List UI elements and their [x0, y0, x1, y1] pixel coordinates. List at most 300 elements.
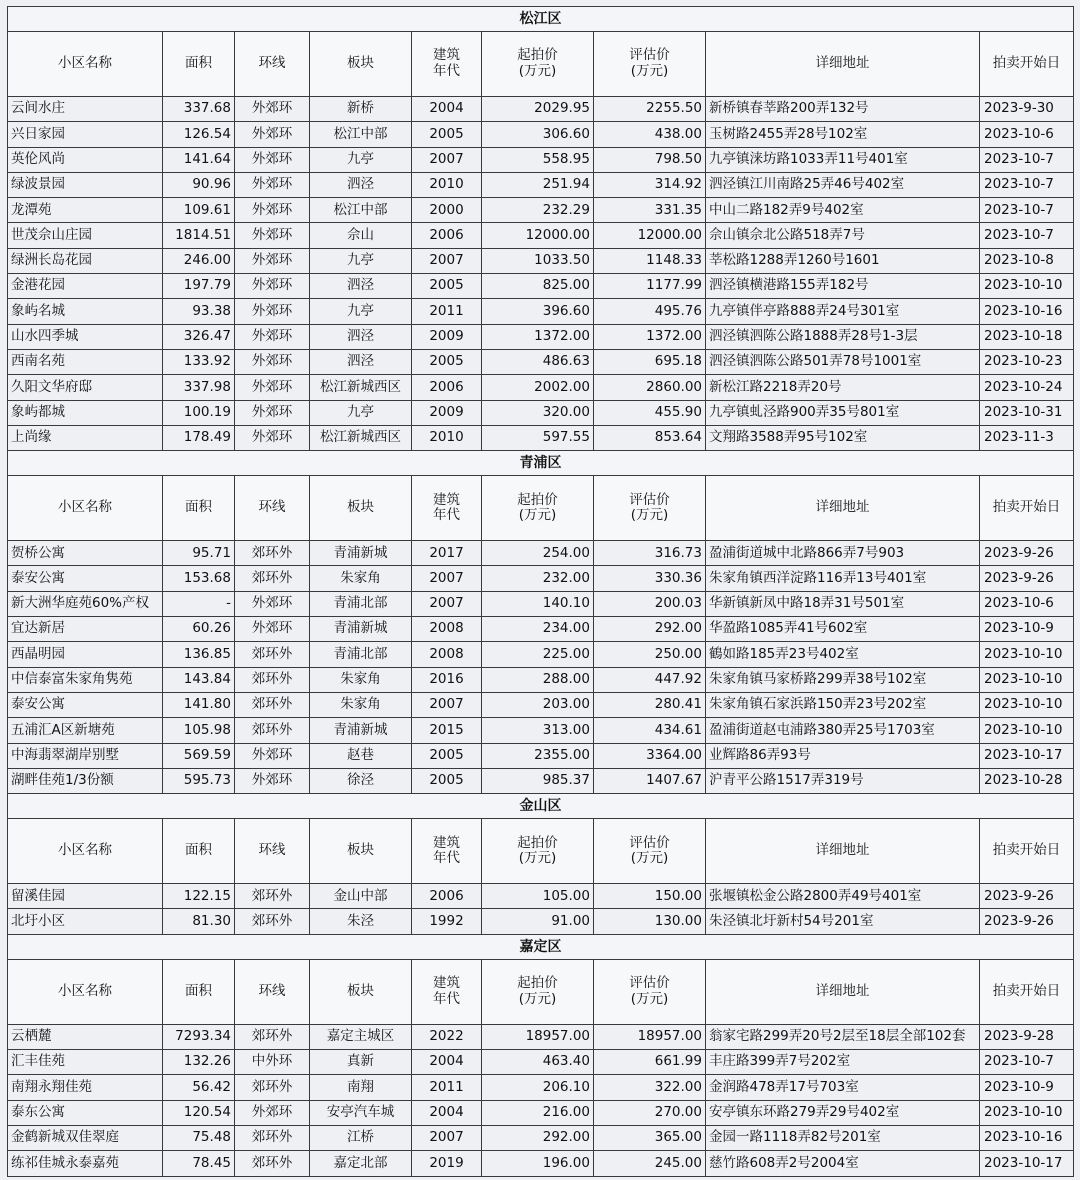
column-header-block: 板块 — [310, 32, 412, 97]
cell-start-price: 232.00 — [482, 566, 594, 591]
cell-name: 世茂佘山庄园 — [8, 223, 163, 248]
cell-area: 7293.34 — [163, 1024, 235, 1049]
column-header-ring: 环线 — [235, 32, 310, 97]
cell-name: 云栖麓 — [8, 1024, 163, 1049]
table-row — [8, 400, 1074, 425]
table-row — [8, 884, 1074, 909]
table-row — [8, 1050, 1074, 1075]
cell-auction-date: 2023-9-26 — [980, 566, 1074, 591]
cell-start-price: 486.63 — [482, 349, 594, 374]
cell-year: 2005 — [412, 349, 482, 374]
cell-area: 95.71 — [163, 541, 235, 566]
table-row — [8, 718, 1074, 743]
cell-address: 朱家角镇石家浜路150弄23号202室 — [706, 692, 980, 717]
cell-block: 九亭 — [310, 147, 412, 172]
cell-block: 南翔 — [310, 1075, 412, 1100]
cell-start-price: 558.95 — [482, 147, 594, 172]
cell-area: 1814.51 — [163, 223, 235, 248]
cell-name: 泰东公寓 — [8, 1100, 163, 1125]
cell-ring: 郊环外 — [235, 884, 310, 909]
cell-block: 九亭 — [310, 299, 412, 324]
cell-block: 嘉定主城区 — [310, 1024, 412, 1049]
cell-address: 文翔路3588弄95号102室 — [706, 425, 980, 450]
cell-auction-date: 2023-10-16 — [980, 299, 1074, 324]
column-header-start-price: 起拍价 (万元) — [482, 476, 594, 541]
column-header-auction-date: 拍卖开始日 — [980, 476, 1074, 541]
cell-start-price: 313.00 — [482, 718, 594, 743]
cell-address: 慈竹路608弄2号2004室 — [706, 1151, 980, 1176]
cell-area: 90.96 — [163, 172, 235, 197]
cell-start-price: 91.00 — [482, 909, 594, 934]
cell-block: 嘉定北部 — [310, 1151, 412, 1176]
cell-year: 2019 — [412, 1151, 482, 1176]
column-header-row — [8, 32, 1074, 97]
cell-name: 中海翡翠湖岸别墅 — [8, 743, 163, 768]
district-title: 青浦区 — [8, 451, 1074, 476]
cell-appraisal: 455.90 — [594, 400, 706, 425]
cell-area: 141.64 — [163, 147, 235, 172]
cell-block: 泗泾 — [310, 172, 412, 197]
cell-auction-date: 2023-10-10 — [980, 274, 1074, 299]
cell-auction-date: 2023-10-7 — [980, 223, 1074, 248]
cell-appraisal: 245.00 — [594, 1151, 706, 1176]
column-header-appraisal: 评估价 (万元) — [594, 476, 706, 541]
cell-year: 1992 — [412, 909, 482, 934]
cell-address: 朱泾镇北圩新村54号201室 — [706, 909, 980, 934]
cell-block: 泗泾 — [310, 324, 412, 349]
cell-start-price: 292.00 — [482, 1125, 594, 1150]
cell-ring: 郊环外 — [235, 1125, 310, 1150]
cell-name: 兴日家园 — [8, 122, 163, 147]
cell-start-price: 140.10 — [482, 591, 594, 616]
cell-block: 松江新城西区 — [310, 375, 412, 400]
cell-ring: 郊环外 — [235, 1024, 310, 1049]
cell-auction-date: 2023-10-24 — [980, 375, 1074, 400]
cell-year: 2008 — [412, 642, 482, 667]
cell-year: 2004 — [412, 1050, 482, 1075]
cell-address: 莘松路1288弄1260号1601 — [706, 248, 980, 273]
cell-year: 2007 — [412, 591, 482, 616]
cell-year: 2007 — [412, 1125, 482, 1150]
cell-block: 朱泾 — [310, 909, 412, 934]
cell-address: 丰庄路399弄7号202室 — [706, 1050, 980, 1075]
cell-appraisal: 1148.33 — [594, 248, 706, 273]
table-row — [8, 743, 1074, 768]
cell-year: 2007 — [412, 692, 482, 717]
cell-start-price: 320.00 — [482, 400, 594, 425]
cell-area: 105.98 — [163, 718, 235, 743]
column-header-auction-date: 拍卖开始日 — [980, 819, 1074, 884]
cell-area: 326.47 — [163, 324, 235, 349]
cell-name: 西晶明园 — [8, 642, 163, 667]
cell-year: 2007 — [412, 147, 482, 172]
cell-block: 安亭汽车城 — [310, 1100, 412, 1125]
cell-area: 56.42 — [163, 1075, 235, 1100]
column-header-start-price: 起拍价 (万元) — [482, 32, 594, 97]
cell-address: 九亭镇虬泾路900弄35号801室 — [706, 400, 980, 425]
cell-address: 翁家宅路299弄20号2层至18层全部102套 — [706, 1024, 980, 1049]
column-header-area: 面积 — [163, 476, 235, 541]
cell-ring: 外郊环 — [235, 743, 310, 768]
cell-area: 120.54 — [163, 1100, 235, 1125]
cell-start-price: 2002.00 — [482, 375, 594, 400]
table-row — [8, 425, 1074, 450]
cell-address: 鶴如路185弄23号402室 — [706, 642, 980, 667]
cell-area: 143.84 — [163, 667, 235, 692]
cell-year: 2006 — [412, 884, 482, 909]
cell-name: 泰安公寓 — [8, 566, 163, 591]
cell-appraisal: 200.03 — [594, 591, 706, 616]
cell-block: 九亭 — [310, 248, 412, 273]
cell-ring: 郊环外 — [235, 667, 310, 692]
cell-start-price: 251.94 — [482, 172, 594, 197]
cell-name: 绿洲长岛花园 — [8, 248, 163, 273]
cell-appraisal: 661.99 — [594, 1050, 706, 1075]
cell-year: 2006 — [412, 375, 482, 400]
cell-appraisal: 695.18 — [594, 349, 706, 374]
cell-area: 153.68 — [163, 566, 235, 591]
column-header-row — [8, 476, 1074, 541]
cell-area: 337.98 — [163, 375, 235, 400]
table-row — [8, 1151, 1074, 1176]
column-header-address: 详细地址 — [706, 476, 980, 541]
cell-ring: 郊环外 — [235, 692, 310, 717]
cell-name: 泰安公寓 — [8, 692, 163, 717]
cell-start-price: 206.10 — [482, 1075, 594, 1100]
column-header-year: 建筑 年代 — [412, 476, 482, 541]
cell-ring: 外郊环 — [235, 223, 310, 248]
table-row — [8, 566, 1074, 591]
cell-start-price: 825.00 — [482, 274, 594, 299]
column-header-ring: 环线 — [235, 819, 310, 884]
cell-auction-date: 2023-10-7 — [980, 198, 1074, 223]
table-row — [8, 768, 1074, 793]
cell-appraisal: 316.73 — [594, 541, 706, 566]
cell-address: 泗泾镇泗陈公路1888弄28号1-3层 — [706, 324, 980, 349]
cell-name: 象屿都城 — [8, 400, 163, 425]
cell-start-price: 288.00 — [482, 667, 594, 692]
cell-year: 2007 — [412, 248, 482, 273]
cell-area: 122.15 — [163, 884, 235, 909]
cell-address: 新松江路2218弄20号 — [706, 375, 980, 400]
cell-area: 93.38 — [163, 299, 235, 324]
cell-name: 上尚缘 — [8, 425, 163, 450]
cell-auction-date: 2023-10-23 — [980, 349, 1074, 374]
cell-appraisal: 1407.67 — [594, 768, 706, 793]
cell-area: 133.92 — [163, 349, 235, 374]
cell-year: 2007 — [412, 566, 482, 591]
cell-auction-date: 2023-9-26 — [980, 909, 1074, 934]
cell-area: 81.30 — [163, 909, 235, 934]
cell-year: 2006 — [412, 223, 482, 248]
column-header-appraisal: 评估价 (万元) — [594, 959, 706, 1024]
column-header-start-price: 起拍价 (万元) — [482, 959, 594, 1024]
cell-area: 569.59 — [163, 743, 235, 768]
column-header-auction-date: 拍卖开始日 — [980, 959, 1074, 1024]
cell-block: 朱家角 — [310, 692, 412, 717]
cell-appraisal: 495.76 — [594, 299, 706, 324]
cell-appraisal: 314.92 — [594, 172, 706, 197]
cell-address: 金润路478弄17号703室 — [706, 1075, 980, 1100]
cell-start-price: 225.00 — [482, 642, 594, 667]
cell-ring: 外郊环 — [235, 299, 310, 324]
district-title: 嘉定区 — [8, 934, 1074, 959]
table-row — [8, 274, 1074, 299]
cell-address: 华盈路1085弄41号602室 — [706, 617, 980, 642]
cell-auction-date: 2023-9-26 — [980, 541, 1074, 566]
cell-ring: 郊环外 — [235, 642, 310, 667]
cell-auction-date: 2023-11-3 — [980, 425, 1074, 450]
column-header-address: 详细地址 — [706, 32, 980, 97]
column-header-area: 面积 — [163, 819, 235, 884]
cell-start-price: 1033.50 — [482, 248, 594, 273]
cell-address: 盈浦街道城中北路866弄7号903 — [706, 541, 980, 566]
cell-auction-date: 2023-9-26 — [980, 884, 1074, 909]
table-row — [8, 667, 1074, 692]
column-header-name: 小区名称 — [8, 819, 163, 884]
cell-start-price: 985.37 — [482, 768, 594, 793]
cell-appraisal: 853.64 — [594, 425, 706, 450]
cell-name: 金港花园 — [8, 274, 163, 299]
column-header-start-price: 起拍价 (万元) — [482, 819, 594, 884]
cell-auction-date: 2023-10-6 — [980, 122, 1074, 147]
cell-address: 新桥镇春莘路200弄132号 — [706, 97, 980, 122]
cell-name: 湖畔佳苑1/3份额 — [8, 768, 163, 793]
cell-appraisal: 1177.99 — [594, 274, 706, 299]
cell-ring: 外郊环 — [235, 172, 310, 197]
cell-name: 象屿名城 — [8, 299, 163, 324]
cell-block: 真新 — [310, 1050, 412, 1075]
cell-start-price: 234.00 — [482, 617, 594, 642]
cell-area: 136.85 — [163, 642, 235, 667]
cell-auction-date: 2023-10-10 — [980, 692, 1074, 717]
table-row — [8, 591, 1074, 616]
column-header-address: 详细地址 — [706, 819, 980, 884]
cell-address: 中山二路182弄9号402室 — [706, 198, 980, 223]
cell-name: 金鹤新城双佳翠庭 — [8, 1125, 163, 1150]
cell-area: 75.48 — [163, 1125, 235, 1150]
cell-appraisal: 434.61 — [594, 718, 706, 743]
cell-ring: 外郊环 — [235, 147, 310, 172]
column-header-year: 建筑 年代 — [412, 32, 482, 97]
cell-start-price: 254.00 — [482, 541, 594, 566]
cell-name: 久阳文华府邸 — [8, 375, 163, 400]
cell-address: 朱家角镇马家桥路299弄38号102室 — [706, 667, 980, 692]
cell-block: 九亭 — [310, 400, 412, 425]
table-row — [8, 172, 1074, 197]
cell-address: 九亭镇涞坊路1033弄11号401室 — [706, 147, 980, 172]
column-header-name: 小区名称 — [8, 476, 163, 541]
cell-block: 徐泾 — [310, 768, 412, 793]
cell-ring: 中外环 — [235, 1050, 310, 1075]
cell-area: 126.54 — [163, 122, 235, 147]
cell-block: 泗泾 — [310, 349, 412, 374]
cell-start-price: 196.00 — [482, 1151, 594, 1176]
cell-start-price: 12000.00 — [482, 223, 594, 248]
table-row — [8, 248, 1074, 273]
cell-name: 宜达新居 — [8, 617, 163, 642]
cell-auction-date: 2023-10-17 — [980, 1151, 1074, 1176]
cell-address: 泗泾镇横港路155弄182号 — [706, 274, 980, 299]
cell-appraisal: 12000.00 — [594, 223, 706, 248]
column-header-ring: 环线 — [235, 959, 310, 1024]
cell-block: 松江中部 — [310, 198, 412, 223]
column-header-block: 板块 — [310, 476, 412, 541]
cell-ring: 外郊环 — [235, 324, 310, 349]
cell-name: 南翔永翔佳苑 — [8, 1075, 163, 1100]
cell-ring: 外郊环 — [235, 349, 310, 374]
cell-address: 九亭镇伴亭路888弄24号301室 — [706, 299, 980, 324]
cell-ring: 外郊环 — [235, 122, 310, 147]
cell-address: 朱家角镇西洋淀路116弄13号401室 — [706, 566, 980, 591]
cell-ring: 外郊环 — [235, 375, 310, 400]
cell-ring: 外郊环 — [235, 768, 310, 793]
cell-ring: 外郊环 — [235, 1100, 310, 1125]
table-row — [8, 617, 1074, 642]
cell-appraisal: 2860.00 — [594, 375, 706, 400]
column-header-appraisal: 评估价 (万元) — [594, 819, 706, 884]
cell-appraisal: 2255.50 — [594, 97, 706, 122]
cell-ring: 外郊环 — [235, 274, 310, 299]
column-header-appraisal: 评估价 (万元) — [594, 32, 706, 97]
cell-block: 青浦新城 — [310, 617, 412, 642]
cell-year: 2022 — [412, 1024, 482, 1049]
cell-start-price: 396.60 — [482, 299, 594, 324]
cell-name: 云间水庄 — [8, 97, 163, 122]
cell-appraisal: 280.41 — [594, 692, 706, 717]
cell-start-price: 463.40 — [482, 1050, 594, 1075]
cell-auction-date: 2023-10-31 — [980, 400, 1074, 425]
table-row — [8, 642, 1074, 667]
cell-ring: 外郊环 — [235, 248, 310, 273]
cell-appraisal: 438.00 — [594, 122, 706, 147]
cell-year: 2011 — [412, 299, 482, 324]
table-row — [8, 198, 1074, 223]
cell-appraisal: 365.00 — [594, 1125, 706, 1150]
cell-appraisal: 18957.00 — [594, 1024, 706, 1049]
table-row — [8, 122, 1074, 147]
cell-block: 松江新城西区 — [310, 425, 412, 450]
cell-year: 2005 — [412, 743, 482, 768]
cell-name: 北圩小区 — [8, 909, 163, 934]
column-header-year: 建筑 年代 — [412, 819, 482, 884]
cell-area: 141.80 — [163, 692, 235, 717]
cell-year: 2000 — [412, 198, 482, 223]
cell-start-price: 18957.00 — [482, 1024, 594, 1049]
cell-year: 2016 — [412, 667, 482, 692]
cell-ring: 郊环外 — [235, 566, 310, 591]
cell-ring: 郊环外 — [235, 541, 310, 566]
cell-year: 2005 — [412, 122, 482, 147]
cell-auction-date: 2023-10-10 — [980, 667, 1074, 692]
cell-year: 2009 — [412, 324, 482, 349]
cell-name: 中信泰富朱家角隽苑 — [8, 667, 163, 692]
auction-table — [7, 6, 1074, 1177]
cell-ring: 外郊环 — [235, 591, 310, 616]
cell-year: 2008 — [412, 617, 482, 642]
cell-appraisal: 270.00 — [594, 1100, 706, 1125]
cell-area: 109.61 — [163, 198, 235, 223]
cell-block: 青浦新城 — [310, 541, 412, 566]
column-header-block: 板块 — [310, 959, 412, 1024]
cell-year: 2010 — [412, 425, 482, 450]
cell-auction-date: 2023-10-7 — [980, 1050, 1074, 1075]
cell-ring: 郊环外 — [235, 909, 310, 934]
cell-ring: 外郊环 — [235, 198, 310, 223]
district-header-row — [8, 451, 1074, 476]
cell-name: 练祁佳城永泰嘉苑 — [8, 1151, 163, 1176]
column-header-row — [8, 959, 1074, 1024]
table-row — [8, 299, 1074, 324]
table-row — [8, 147, 1074, 172]
cell-name: 新大洲华庭苑60%产权 — [8, 591, 163, 616]
cell-ring: 郊环外 — [235, 1151, 310, 1176]
cell-year: 2005 — [412, 768, 482, 793]
cell-address: 华新镇新凤中路18弄31号501室 — [706, 591, 980, 616]
district-header-row — [8, 934, 1074, 959]
district-header-row — [8, 7, 1074, 32]
cell-year: 2005 — [412, 274, 482, 299]
cell-auction-date: 2023-10-28 — [980, 768, 1074, 793]
table-row — [8, 324, 1074, 349]
cell-auction-date: 2023-10-7 — [980, 172, 1074, 197]
column-header-name: 小区名称 — [8, 959, 163, 1024]
cell-block: 青浦新城 — [310, 718, 412, 743]
cell-area: 132.26 — [163, 1050, 235, 1075]
auction-listing-sheet — [7, 6, 1073, 1177]
table-body — [8, 7, 1074, 1177]
cell-address: 张堰镇松金公路2800弄49号401室 — [706, 884, 980, 909]
cell-start-price: 105.00 — [482, 884, 594, 909]
cell-address: 泗泾镇江川南路25弄46号402室 — [706, 172, 980, 197]
cell-start-price: 203.00 — [482, 692, 594, 717]
table-row — [8, 1024, 1074, 1049]
cell-address: 沪青平公路1517弄319号 — [706, 768, 980, 793]
cell-start-price: 2355.00 — [482, 743, 594, 768]
cell-area: 595.73 — [163, 768, 235, 793]
cell-address: 玉树路2455弄28号102室 — [706, 122, 980, 147]
cell-block: 江桥 — [310, 1125, 412, 1150]
cell-name: 英伦风尚 — [8, 147, 163, 172]
cell-auction-date: 2023-9-30 — [980, 97, 1074, 122]
cell-appraisal: 798.50 — [594, 147, 706, 172]
cell-appraisal: 130.00 — [594, 909, 706, 934]
cell-appraisal: 150.00 — [594, 884, 706, 909]
cell-year: 2017 — [412, 541, 482, 566]
cell-year: 2015 — [412, 718, 482, 743]
table-row — [8, 223, 1074, 248]
cell-auction-date: 2023-10-16 — [980, 1125, 1074, 1150]
cell-area: 178.49 — [163, 425, 235, 450]
cell-appraisal: 3364.00 — [594, 743, 706, 768]
column-header-area: 面积 — [163, 959, 235, 1024]
table-row — [8, 692, 1074, 717]
cell-name: 贺桥公寓 — [8, 541, 163, 566]
cell-name: 山水四季城 — [8, 324, 163, 349]
table-row — [8, 541, 1074, 566]
cell-area: 197.79 — [163, 274, 235, 299]
district-title: 金山区 — [8, 794, 1074, 819]
cell-address: 泗泾镇泗陈公路501弄78号1001室 — [706, 349, 980, 374]
cell-auction-date: 2023-10-18 — [980, 324, 1074, 349]
cell-name: 龙潭苑 — [8, 198, 163, 223]
cell-ring: 外郊环 — [235, 97, 310, 122]
cell-block: 朱家角 — [310, 566, 412, 591]
cell-address: 安亭镇东环路279弄29号402室 — [706, 1100, 980, 1125]
cell-appraisal: 322.00 — [594, 1075, 706, 1100]
cell-name: 西南名苑 — [8, 349, 163, 374]
column-header-name: 小区名称 — [8, 32, 163, 97]
